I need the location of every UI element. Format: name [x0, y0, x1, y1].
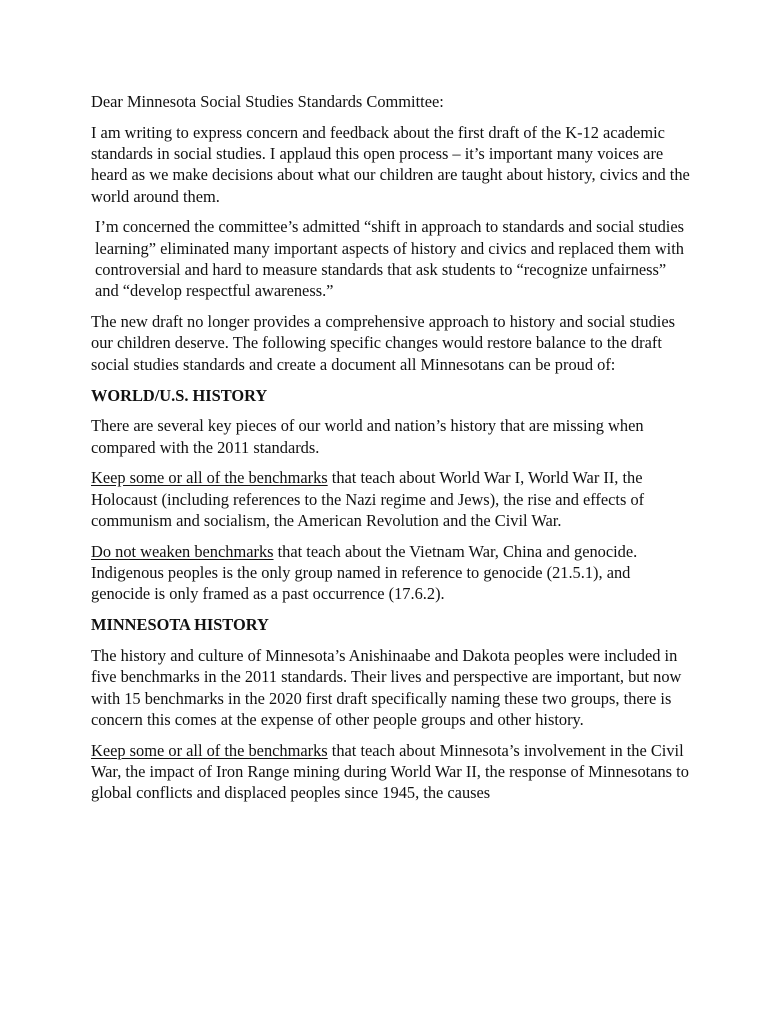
keep-minnesota-benchmarks-paragraph [91, 740, 691, 804]
keep-benchmarks-text: that teach about World War I, World War II, the Holocaust (including references to the Nazi regime and Jews), the rise and effects of communism and socialism, the American Revolution and the Civil War. [91, 468, 645, 531]
letter-body [91, 91, 691, 804]
keep-benchmarks-underlined: Keep some or all of the benchmarks [91, 468, 328, 488]
do-not-weaken-underlined: Do not weaken benchmarks [91, 541, 274, 561]
minnesota-history-intro: The history and culture of Minnesota’s Anishinaabe and Dakota peoples were included in five benchmarks in the 2011 standards. Their lives and perspective are important, but now with 15 benchmarks in the 2020 first draft specifically naming these two groups, there is concern this comes at the expense of other people groups and other history. [91, 646, 682, 729]
keep-mn-benchmarks-underlined: Keep some or all of the benchmarks [91, 740, 328, 760]
world-us-history-intro: There are several key pieces of our world and nation’s history that are missing when compared with the 2011 standards. [91, 416, 644, 457]
concern-paragraph: I’m concerned the committee’s admitted “shift in approach to standards and social studies learning” eliminated many important aspects of history and civics and replaced them with controversial and hard to measure standards that ask students to “recognize unfairness” and “develop respectful awareness.” [95, 217, 684, 301]
do-not-weaken-paragraph [91, 541, 691, 605]
intro-paragraph: I am writing to express concern and feedback about the first draft of the K-12 academic standards in social studies. I applaud this open process – it’s important many voices are heard as we make decisions about what our children are taught about history, civics and the world around them. [91, 122, 690, 206]
salutation: Dear Minnesota Social Studies Standards Committee: [91, 92, 444, 111]
minnesota-history-heading: MINNESOTA HISTORY [91, 615, 269, 635]
world-us-history-heading: WORLD/U.S. HISTORY [91, 385, 268, 405]
keep-world-benchmarks-paragraph [91, 467, 691, 531]
do-not-weaken-text: that teach about the Vietnam War, China and genocide. Indigenous peoples is the only group named in reference to genocide (21.5.1), and genocide is only framed as a past occurrence (17.6.2). [91, 541, 638, 604]
keep-mn-benchmarks-text: that teach about Minnesota’s involvement in the Civil War, the impact of Iron Range mining during World War II, the response of Minnesotans to global conflicts and displaced peoples since 1945, the causes [91, 740, 689, 803]
new-draft-paragraph: The new draft no longer provides a comprehensive approach to history and social studies our children deserve. The following specific changes would restore balance to the draft social studies standards and create a document all Minnesotans can be proud of: [91, 312, 675, 374]
